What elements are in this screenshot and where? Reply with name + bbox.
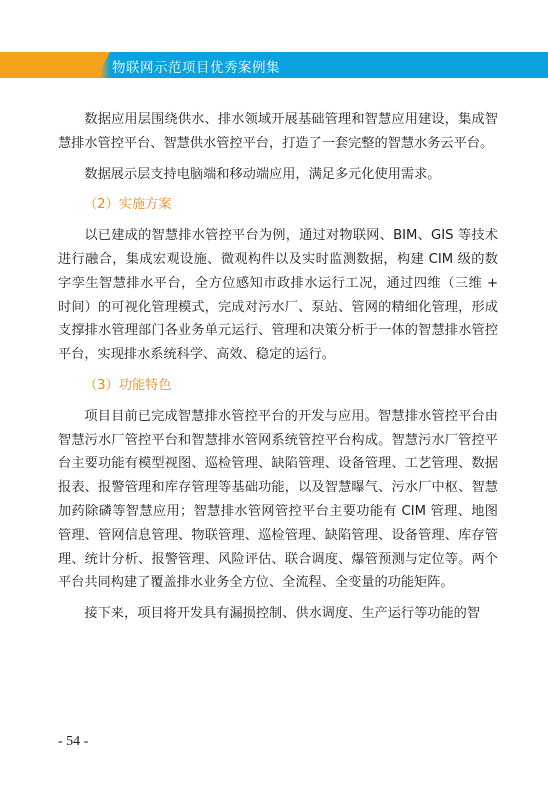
page-number: - 54 - bbox=[58, 734, 89, 749]
paragraph-data-application: 数据应用层围绕供水、排水领域开展基础管理和智慧应用建设，集成智慧排水管控平台、智慧供水管控平台，打造了一套完整的智慧水务云平台。 bbox=[58, 112, 498, 151]
section-heading-features: （3）功能特色 bbox=[84, 377, 172, 393]
paragraph-data-display: 数据展示层支持电脑端和移动端应用，满足多元化使用需求。 bbox=[84, 166, 441, 182]
page-body bbox=[58, 108, 498, 633]
paragraph-features: 项目目前已完成智慧排水管控平台的开发与应用。智慧排水管控平台由智慧污水厂管控平台和智慧排水管网系统管控平台构成。智慧污水厂管控平台主要功能有模型视图、巡检管理、缺陷管理、设备管理、工艺管理、数据报表、报警管理和库存管理等基础功能，以及智慧曝气、污水厂中枢、智慧加药除磷等智慧应用；智慧排水管网管控平台主要功能有 CIM 管理、地图管理、管网信息管理、物联管理、巡检管理、缺陷管理、设备管理、库存管理、统计分析、报警管理、风险评估、联合调度、爆管预测与定位等。两个平台共同构建了覆盖排水业务全方位、全流程、全变量的功能矩阵。 bbox=[58, 408, 498, 591]
page-header bbox=[0, 52, 548, 78]
section-heading-implementation: （2）实施方案 bbox=[84, 197, 172, 213]
paragraph-implementation: 以已建成的智慧排水管控平台为例，通过对物联网、BIM、GIS 等技术进行融合，集成宏观设施、微观构件以及实时监测数据，构建 CIM 级的数字孪生智慧排水平台，全方位感知市政排水运行工况，通过四维（三维 + 时间）的可视化管理模式，完成对污水厂、泵站、管网的精细化管理，形成支撑排水管理部门各业务单元运行、管理和决策分析于一体的智慧排水管控平台，实现排水系统科学、高效、稳定的运行。 bbox=[58, 228, 498, 363]
header-title: 物联网示范项目优秀案例集 bbox=[112, 60, 280, 76]
paragraph-next-steps: 接下来，项目将开发具有漏损控制、供水调度、生产运行等功能的智 bbox=[84, 606, 481, 622]
